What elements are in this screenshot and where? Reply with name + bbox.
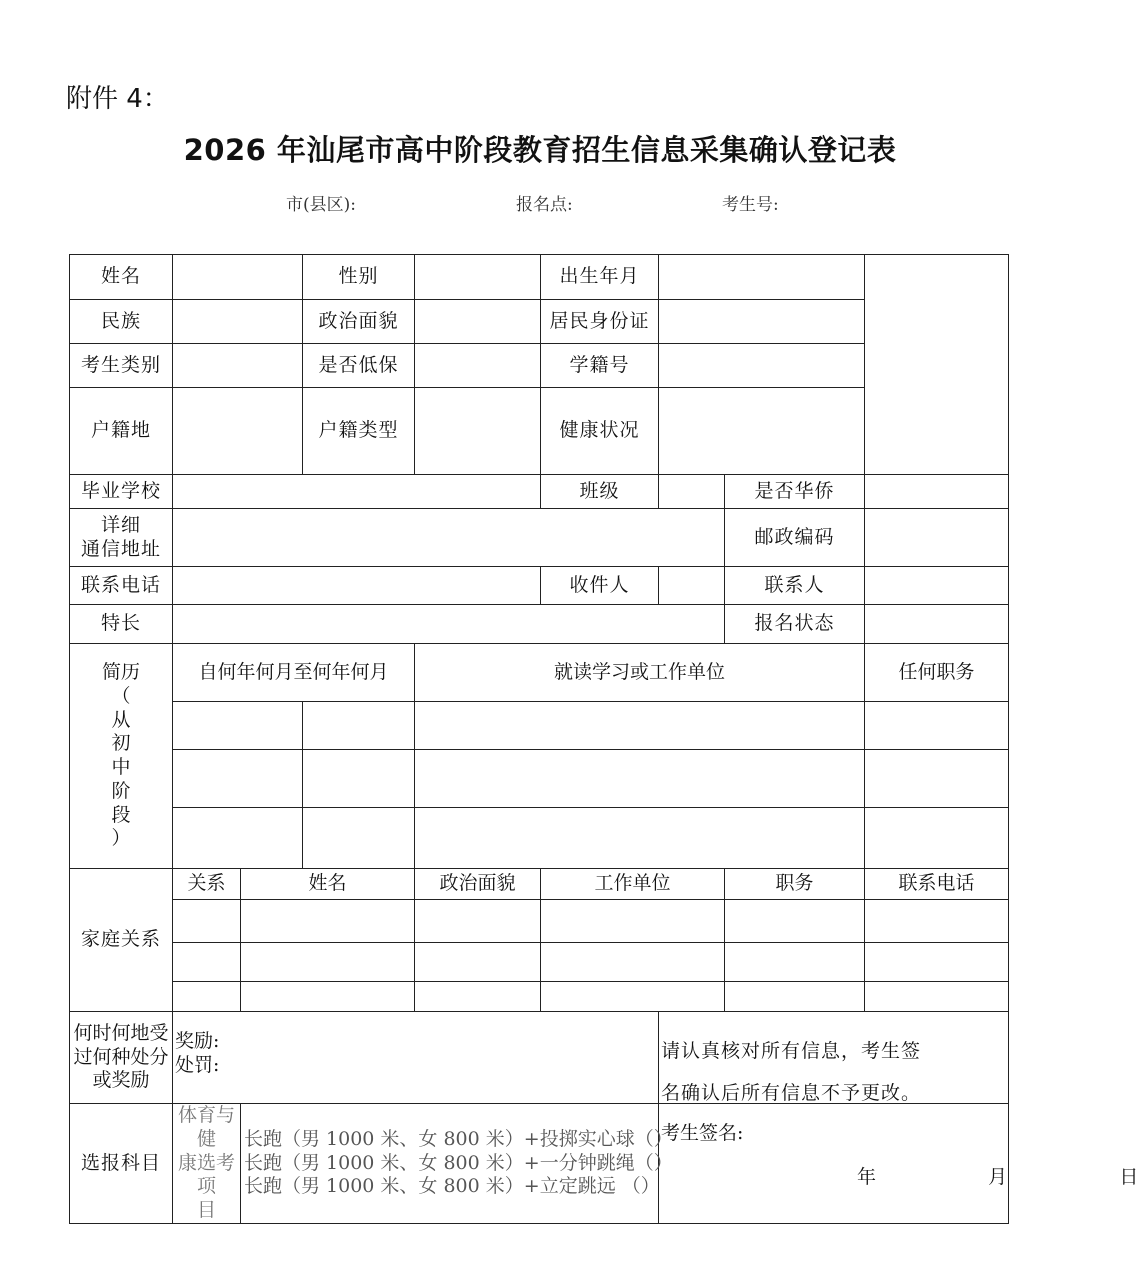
hukou-place-label: 户籍地 xyxy=(70,388,173,475)
phone-field[interactable] xyxy=(173,567,541,605)
low-income-label: 是否低保 xyxy=(303,344,415,388)
birth-field[interactable] xyxy=(659,255,865,300)
category-field[interactable] xyxy=(173,344,303,388)
health-field[interactable] xyxy=(659,388,865,475)
sport-options-label xyxy=(173,1104,241,1224)
gender-label: 性别 xyxy=(303,255,415,300)
family-label: 家庭关系 xyxy=(70,869,173,1012)
family-relation-cell[interactable] xyxy=(173,900,241,943)
school-label: 毕业学校 xyxy=(70,475,173,509)
family-position-cell[interactable] xyxy=(725,900,865,943)
talent-field[interactable] xyxy=(173,605,725,644)
address-label-line2: 通信地址 xyxy=(80,537,161,560)
city-district-label: 市(县区): xyxy=(286,195,356,215)
address-label-line1: 详细 xyxy=(100,513,141,536)
family-relation-cell[interactable] xyxy=(173,982,241,1012)
resume-header-period: 自何年何月至何年何月 xyxy=(173,644,415,702)
resume-position-cell[interactable] xyxy=(865,750,1009,808)
family-political-cell[interactable] xyxy=(415,900,541,943)
family-relation-cell[interactable] xyxy=(173,943,241,982)
postcode-label: 邮政编码 xyxy=(725,509,865,567)
rewards-label-line: 过何种处分 xyxy=(73,1045,169,1068)
sport-option-1[interactable]: 长跑（男 1000 米、女 800 米）+投掷实心球（） xyxy=(244,1127,673,1150)
rewards-field[interactable] xyxy=(173,1012,659,1104)
family-work-unit-cell[interactable] xyxy=(541,982,725,1012)
low-income-field[interactable] xyxy=(415,344,541,388)
registration-site-label: 报名点: xyxy=(516,195,573,215)
overseas-label: 是否华侨 xyxy=(725,475,865,509)
resume-unit-cell[interactable] xyxy=(415,808,865,869)
resume-label-char: 阶 xyxy=(111,779,131,802)
notice-text xyxy=(661,1030,921,1114)
recipient-field[interactable] xyxy=(659,567,725,605)
family-name-cell[interactable] xyxy=(241,900,415,943)
family-position-cell[interactable] xyxy=(725,943,865,982)
resume-position-cell[interactable] xyxy=(865,702,1009,750)
resume-unit-cell[interactable] xyxy=(415,702,865,750)
reward-label: 奖励: xyxy=(175,1030,220,1052)
resume-label-char: 初 xyxy=(111,732,131,755)
resume-label-char: ） xyxy=(111,827,131,850)
resume-label-char: 从 xyxy=(111,708,131,731)
signature-cell[interactable] xyxy=(659,1104,1138,1224)
registration-form-table xyxy=(69,254,1138,1224)
postcode-field[interactable] xyxy=(865,509,1009,567)
family-header-relation: 关系 xyxy=(173,869,241,900)
sport-option-2[interactable]: 长跑（男 1000 米、女 800 米）+一分钟跳绳（） xyxy=(244,1151,673,1174)
family-phone-cell[interactable] xyxy=(865,943,1009,982)
student-no-label: 学籍号 xyxy=(541,344,659,388)
notice-line: 名确认后所有信息不予更改。 xyxy=(661,1082,922,1104)
health-label: 健康状况 xyxy=(541,388,659,475)
ethnicity-label: 民族 xyxy=(70,300,173,344)
family-header-work-unit: 工作单位 xyxy=(541,869,725,900)
sport-option-3[interactable]: 长跑（男 1000 米、女 800 米）+立定跳远 （） xyxy=(244,1175,660,1198)
school-field[interactable] xyxy=(173,475,541,509)
punish-label: 处罚: xyxy=(175,1053,220,1076)
family-header-name: 姓名 xyxy=(241,869,415,900)
resume-header-position: 任何职务 xyxy=(865,644,1009,702)
resume-period-from[interactable] xyxy=(173,808,303,869)
resume-label-char: 简历 xyxy=(101,661,140,683)
family-header-political: 政治面貌 xyxy=(415,869,541,900)
family-work-unit-cell[interactable] xyxy=(541,943,725,982)
photo-area[interactable] xyxy=(865,255,1009,475)
hukou-type-label: 户籍类型 xyxy=(303,388,415,475)
family-header-position: 职务 xyxy=(725,869,865,900)
family-header-phone: 联系电话 xyxy=(865,869,1009,900)
category-label: 考生类别 xyxy=(70,344,173,388)
contact-field[interactable] xyxy=(865,567,1009,605)
recipient-label: 收件人 xyxy=(541,567,659,605)
hukou-type-field[interactable] xyxy=(415,388,541,475)
phone-label: 联系电话 xyxy=(70,567,173,605)
ethnicity-field[interactable] xyxy=(173,300,303,344)
resume-header-unit: 就读学习或工作单位 xyxy=(415,644,865,702)
overseas-field[interactable] xyxy=(865,475,1009,509)
id-card-label: 居民身份证 xyxy=(541,300,659,344)
family-work-unit-cell[interactable] xyxy=(541,900,725,943)
rewards-label-line: 或奖励 xyxy=(92,1069,150,1092)
sport-options-list xyxy=(241,1104,673,1224)
reg-status-field[interactable] xyxy=(865,605,1009,644)
hukou-place-field[interactable] xyxy=(173,388,303,475)
family-phone-cell[interactable] xyxy=(865,900,1009,943)
sport-label-line: 体育与健 xyxy=(177,1104,235,1150)
resume-period-from[interactable] xyxy=(173,750,303,808)
address-field[interactable] xyxy=(173,509,725,567)
notice-cell xyxy=(659,1012,1009,1104)
resume-label-char: 中 xyxy=(111,756,131,778)
resume-unit-cell[interactable] xyxy=(415,750,865,808)
resume-period-to[interactable] xyxy=(303,702,415,750)
sport-label-line: 康选考项 xyxy=(177,1151,235,1198)
family-political-cell[interactable] xyxy=(415,943,541,982)
reg-status-label: 报名状态 xyxy=(725,605,865,644)
rewards-label-line: 何时何地受 xyxy=(73,1021,169,1044)
id-card-field[interactable] xyxy=(659,300,865,344)
signature-date: 年 月 日 xyxy=(857,1166,1138,1188)
exam-number-label: 考生号: xyxy=(722,195,779,215)
gender-field[interactable] xyxy=(415,255,541,300)
family-political-cell[interactable] xyxy=(415,982,541,1012)
family-name-cell[interactable] xyxy=(241,943,415,982)
birth-label: 出生年月 xyxy=(541,255,659,300)
resume-period-to[interactable] xyxy=(303,750,415,808)
page-title: 2026 年汕尾市高中阶段教育招生信息采集确认登记表 xyxy=(183,133,897,167)
rewards-label xyxy=(70,1012,173,1104)
contact-label: 联系人 xyxy=(725,567,865,605)
class-field[interactable] xyxy=(659,475,725,509)
name-field[interactable] xyxy=(173,255,303,300)
resume-period-from[interactable] xyxy=(173,702,303,750)
family-name-cell[interactable] xyxy=(241,982,415,1012)
subjects-label: 选报科目 xyxy=(70,1104,173,1224)
political-label: 政治面貌 xyxy=(303,300,415,344)
resume-label-char: 段 xyxy=(111,803,131,826)
sport-label-line: 目 xyxy=(196,1199,216,1221)
signature-label: 考生签名: xyxy=(661,1122,744,1144)
political-field[interactable] xyxy=(415,300,541,344)
family-phone-cell[interactable] xyxy=(865,982,1009,1012)
resume-label xyxy=(70,644,173,869)
family-position-cell[interactable] xyxy=(725,982,865,1012)
resume-label-char: （ xyxy=(111,684,131,707)
name-label: 姓名 xyxy=(70,255,173,300)
address-label xyxy=(70,509,173,567)
resume-position-cell[interactable] xyxy=(865,808,1009,869)
talent-label: 特长 xyxy=(70,605,173,644)
student-no-field[interactable] xyxy=(659,344,865,388)
resume-period-to[interactable] xyxy=(303,808,415,869)
attachment-label: 附件 4： xyxy=(66,84,169,114)
class-label: 班级 xyxy=(541,475,659,509)
notice-line: 请认真核对所有信息，考生签 xyxy=(661,1040,922,1062)
